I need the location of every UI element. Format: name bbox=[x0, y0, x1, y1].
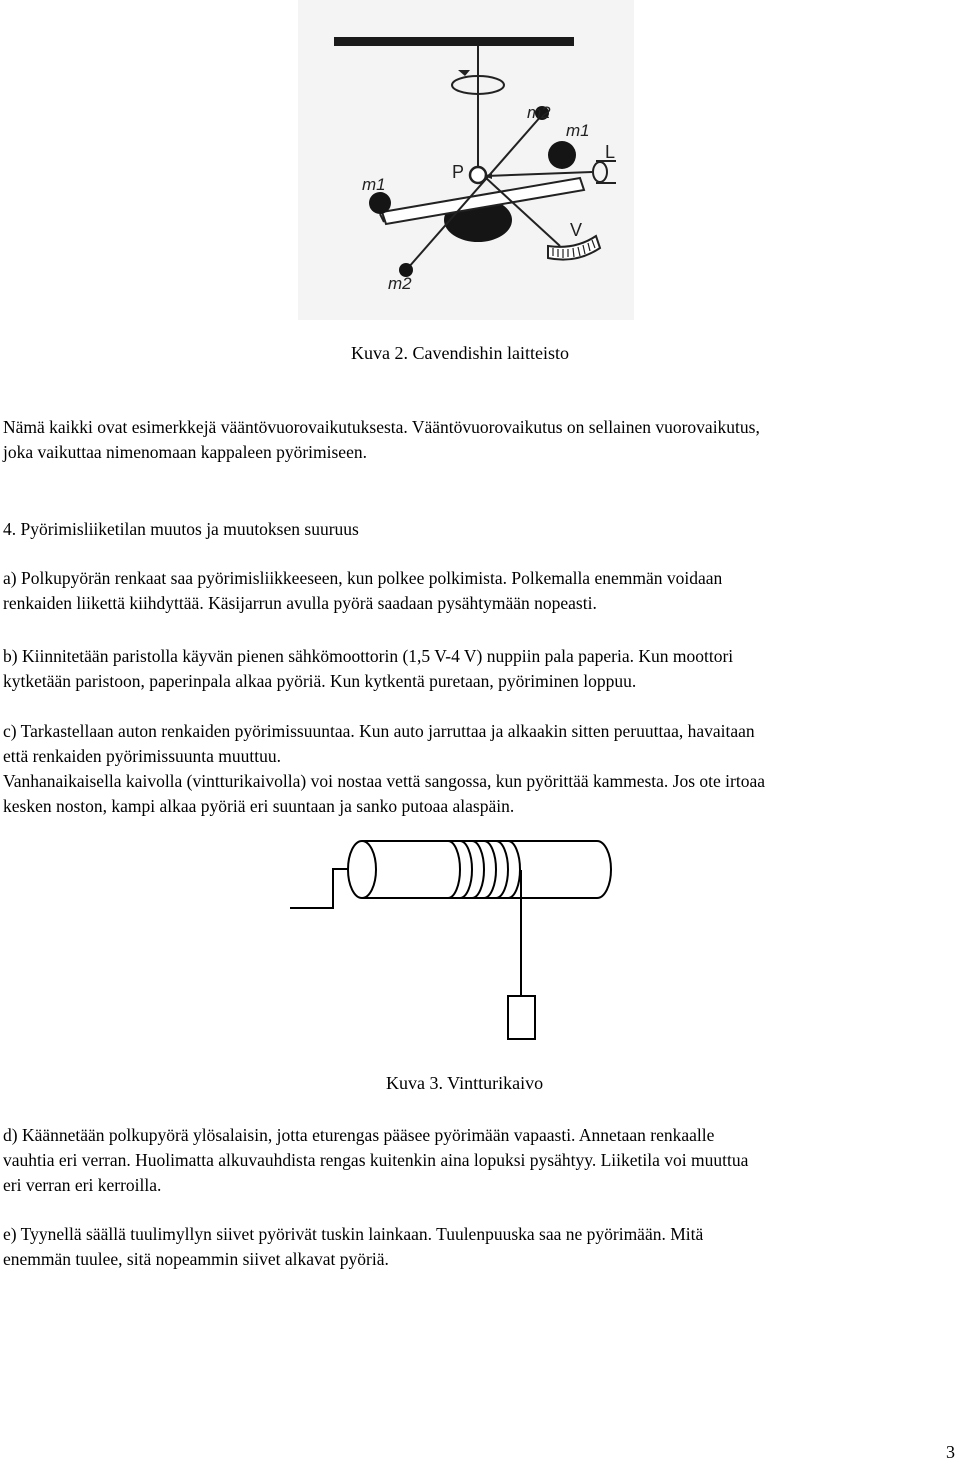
bucket bbox=[508, 996, 535, 1039]
label-m1-left: m1 bbox=[362, 175, 386, 194]
intro-line: joka vaikuttaa nimenomaan kappaleen pyörimiseen. bbox=[3, 442, 367, 462]
paragraph-line: c) Tarkastellaan auton renkaiden pyörimissuuntaa. Kun auto jarruttaa ja alkaakin sitten peruuttaa, havaitaan bbox=[3, 721, 755, 741]
m1-left-mass bbox=[369, 192, 391, 214]
label-m2-bottom: m2 bbox=[388, 274, 412, 293]
figure2-background bbox=[298, 0, 634, 320]
paragraph-line: renkaiden liikettä kiihdyttää. Käsijarrun avulla pyörä saadaan pysähtymään nopeasti. bbox=[3, 593, 597, 613]
paragraph-line: e) Tyynellä säällä tuulimyllyn siivet pyörivät tuskin lainkaan. Tuulenpuuska saa ne pyörimään. Mitä bbox=[3, 1224, 704, 1244]
cylinder-left-end bbox=[348, 841, 376, 898]
paragraph-line: että renkaiden pyörimissuunta muuttuu. bbox=[3, 746, 282, 766]
figure2-caption: Kuva 2. Cavendishin laitteisto bbox=[351, 343, 569, 363]
ceiling-bar bbox=[334, 37, 574, 46]
paragraph-e bbox=[3, 1222, 953, 1272]
paragraph-line: eri verran eri kerroilla. bbox=[3, 1175, 162, 1195]
cylinder-right-end bbox=[597, 841, 611, 898]
winch-well-figure bbox=[0, 830, 960, 1070]
paragraph-b bbox=[3, 644, 953, 694]
label-m2-top: m2 bbox=[527, 103, 551, 122]
paragraph-a bbox=[3, 566, 953, 616]
paragraph-d bbox=[3, 1123, 953, 1198]
label-m1-right: m1 bbox=[566, 121, 590, 140]
paragraph-line: kesken noston, kampi alkaa pyöriä eri suuntaan ja sanko putoaa alaspäin. bbox=[3, 796, 515, 816]
paragraph-c bbox=[3, 719, 953, 819]
label-pivot: P bbox=[452, 162, 465, 182]
crank-handle bbox=[290, 869, 356, 908]
intro-paragraph bbox=[3, 415, 953, 465]
label-lamp: L bbox=[605, 142, 616, 162]
section-4-heading: 4. Pyörimisliiketilan muutos ja muutoksen suuruus bbox=[3, 519, 359, 539]
paragraph-line: kytketään paristoon, paperinpala alkaa pyöriä. Kun kytkentä puretaan, pyöriminen loppuu. bbox=[3, 671, 637, 691]
label-scale: V bbox=[570, 220, 583, 240]
paragraph-line: d) Käännetään polkupyörä ylösalaisin, jotta eturengas pääsee pyörimään vapaasti. Annetaan renkaalle bbox=[3, 1125, 715, 1145]
paragraph-line: vauhtia eri verran. Huolimatta alkuvauhdista rengas kuitenkin aina lopuksi pysähtyy. Liiketila voi muuttua bbox=[3, 1150, 749, 1170]
cavendish-apparatus-figure bbox=[0, 0, 960, 330]
paragraph-line: enemmän tuulee, sitä nopeammin siivet alkavat pyöriä. bbox=[3, 1249, 389, 1269]
intro-line: Nämä kaikki ovat esimerkkejä vääntövuorovaikutuksesta. Vääntövuorovaikutus on sellainen vuorovaikutus, bbox=[3, 417, 760, 437]
m1-right-mass bbox=[548, 141, 576, 169]
paragraph-line: a) Polkupyörän renkaat saa pyörimisliikkeeseen, kun polkee polkimista. Polkemalla enemmän voidaan bbox=[3, 568, 723, 588]
figure3-caption: Kuva 3. Vintturikaivo bbox=[386, 1073, 544, 1093]
paragraph-line: Vanhanaikaisella kaivolla (vintturikaivolla) voi nostaa vettä sangossa, kun pyörittää kammesta. Jos ote irtoaa bbox=[3, 771, 766, 791]
page-number: 3 bbox=[946, 1442, 955, 1462]
rope-windings bbox=[448, 841, 520, 898]
paragraph-line: b) Kiinnitetään paristolla käyvän pienen sähkömoottorin (1,5 V-4 V) nuppiin pala paperia. Kun moottori bbox=[3, 646, 734, 666]
